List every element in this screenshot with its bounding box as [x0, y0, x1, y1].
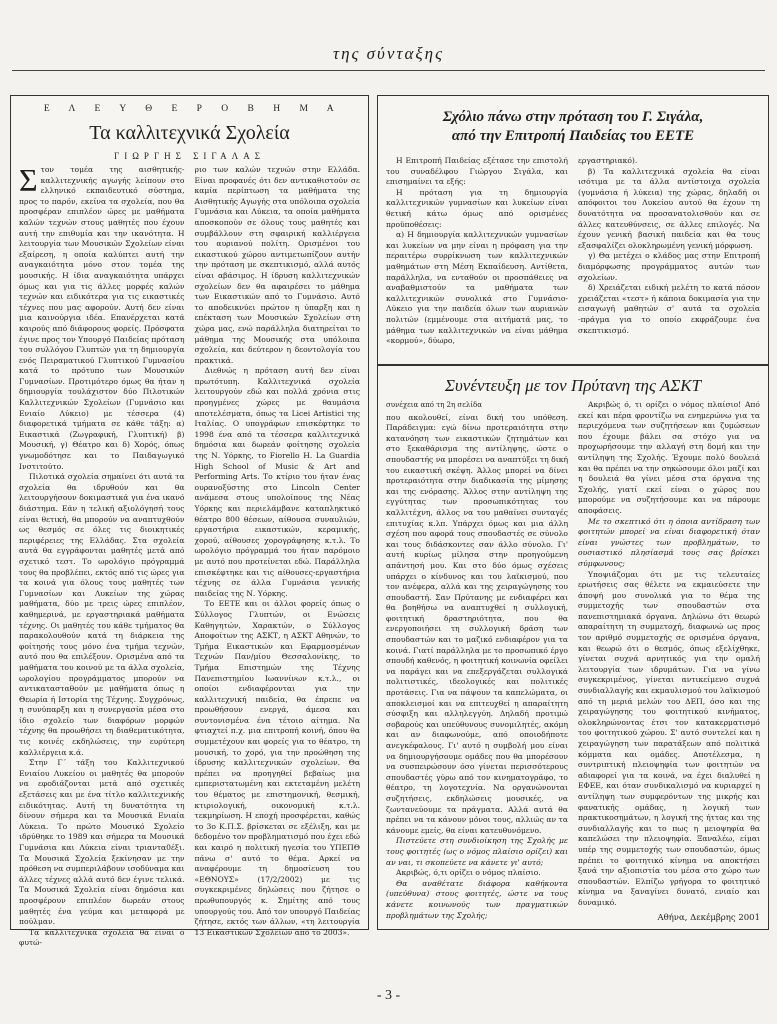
drop-cap: Σ — [19, 162, 38, 198]
left-article-column-2 — [195, 165, 361, 949]
comment-column-1 — [386, 156, 568, 347]
paragraph: β) Τα καλλιτεχνικά σχολεία θα είναι ισότιμα με τα άλλα αντίστοιχα σχολεία (γυμνάσια ή λύκεια) της χώρας, δηλαδή οι απόφοιτοι του Λυκείου αυτού θα έχουν τη δυνατότητα να προσανατολισθούν και σε άλλες κατευθύνσεις, σε άλλες επιλογές. Να έχουν γενική βασική παιδεία και θα τους εξασφαλίζει ολοκληρωμένη γενική μόρφωση. — [578, 166, 760, 250]
paragraph: εργαστηριακό). — [578, 156, 638, 165]
byline: ΓΙΩΡΓΗΣ ΣΙΓΑΛΑΣ — [114, 151, 265, 161]
question: Πιστεύετε στη συνδιοίκηση της Σχολής με τους φοιτητές (ως ο νόμος πλαίσιο ορίζει) και αν ναι, τι σκοπεύετε να κάνετε γι' αυτό; — [386, 836, 568, 867]
page-number: - 3 - — [376, 988, 401, 1003]
comment-title: Σχόλιο πάνω στην πρόταση του Γ. Σιγάλα, από την Επιτροπή Παιδείας του ΕΕΤΕ — [442, 109, 704, 144]
header-rule — [12, 70, 765, 71]
paragraph: Το ΕΕΤΕ και οι άλλοι φορείς όπως ο Σύλλογος Γλυπτών, οι Ενώσεις Καθηγητών, Χαρακτών, ο Σύλλογος Αποφοίτων της ΑΣΚΤ, η ΑΣΚΤ Αθηνών, το Τμήμα Εικαστικών και Εφαρμοσμένων Τεχνών Παν/μίου Θεσσαλονίκης, το Τμήμα Επιστημών της Τέχνης Πανεπιστημίου Ιωαννίνων κ.τ.λ., οι οποίοι ενδιαφέρονται για την καλλιτεχνική παιδεία, θα έπρεπε να προωθήσουν ενεργά, άμεσα και συντονισμένα ένα τέτοιο αίτημα. Να φτιαχτεί π.χ. μια επιτροπή κοινή, όπου θα συμμετέχουν και φορείς για το θέατρο, τη μουσική, το χορό, για την προώθηση της ίδρυσης καλλιτεχνικών σχολείων. Θα πρέπει να προηγηθεί βεβαίως μια εμπεριστατωμένη και εκτεταμένη μελέτη του θέματος με επιστημονική, θεσμική, κτιριολογική, οικονομική κ.τ.λ. τεκμηρίωση. Η εποχή προσφέρεται, καθώς το 3ο Κ.Π.Σ. βρίσκεται σε εξέλιξη, και με δεδομένο τον προβληματισμό που έχει εδώ και καιρό η πολιτική ηγεσία του ΥΠΕΠΘ πάνω σ' αυτό το θέμα. Αρκεί να αναφέρουμε τη δημοσίευση του «ΕΘΝΟΥΣ» (17/2/2002) με τις συγκεκριμένες δηλώσεις που ζήτησε ο πρωθυπουργός κ. Σημίτης από τους υπουργούς του. Από τον υπουργό Παιδείας ζήτησε, εκτός των άλλων, «τη λειτουργία 13 Εικαστικών Σχολείων από το 2003». — [194, 599, 361, 937]
running-head: της σύνταξης — [332, 44, 445, 63]
interview-column-1 — [386, 400, 568, 923]
answer: Υποψιάζομαι ότι με τις τελευταίες ερωτήσεις σας θέλετε να εκμαιεύσετε την άποψή μου συνολικά για το θέμα της συμμετοχής των σπουδαστών στα πανεπιστημιακά όργανα. Δηλώνω ότι θεωρώ απαραίτητη τη συμμετοχή, διαφωνώ ως προς τον αριθμό συμμετοχής σε ορισμένα όργανα, και θεωρώ ότι ο θεσμός, όπως εξελίχθηκε, γίνεται συχνά αρνητικός για την ομαλή λειτουργία των ιδρυμάτων. Για να γίνω συγκεκριμένος, γίνεται αντικείμενο συχνά συνδιαλλαγής και εκμαυλισμού του λαϊκισμού από τη μεριά μελών του ΔΕΠ, όσο και της χειραγώγησης του φοιτητικού κινήματος, ολοκληρώνοντας έτσι τον κατακερματισμό του φοιτητικού χώρου. Σ' αυτό συντελεί και η χειραγώγηση των παρατάξεων από πολιτικά κόμματα και ομάδες. Αποτέλεσμα, η συντριπτική πλειοψηφία των φοιτητών να αδιαφορεί για τα κοινά, να έχει διαλυθεί η ΕΦΕΕ, και όταν συνδικαλισμό να κυριαρχεί η αντίληψη των συμφερόντων της μικρής και φανατικής ομάδας, η λογική των πρακτικοσημάτων, η λογική της ήττας και της συνδιαλλαγής και το πως η μειοψηφία θα καπελώσει την πλειοψηφία. Ξαναλέω, είμαι υπέρ της συμμετοχής των σπουδαστών, όμως πρέπει το φοιτητικό κίνημα να αποκτήσει ξανά την αξιοπιστία του μέσα στο χώρο των σπουδαστών. Ελπίζω γρήγορα το φοιτητικό κίνημα να ξαναγίνει δυνατό, ενιαίο και δυναμικό. — [578, 569, 760, 907]
paragraph: δ) Χρειάζεται ειδική μελέτη το κατά πόσον χρειάζεται «τεστ» ή κάποια δοκιμασία για την εισαγωγή μαθητών σ' αυτά τα σχολεία -πράγμα για το οποίο εκφράζουμε ένα σκεπτικισμό. — [578, 283, 760, 335]
paragraph: Τα καλλιτεχνικά σχολεία θα είναι ο φυτώ- — [19, 927, 185, 948]
signoff: Αθήνα, Δεκέμβρης 2001 — [657, 912, 760, 923]
paragraph: Στον τομέα της αισθητικής-καλλιτεχνικής αγωγής λείπουν στο ελληνικό εκπαιδευτικό σύστημα, προς το παρόν, εκείνα τα σχολεία, που θα προσφέραν επιπλέον ώρες με μαθήματα καλών τεχνών στους μαθητές που έχουν αυτή την επιθυμία και την ικανότητα. Η λειτουργία των Μουσικών Σχολείων είναι εξαίρεση, η οποία καλύπτει αυτή την αναγκαιότητα μόνο στον τομέα της μουσικής. Η ίδια αναγκαιότητα υπάρχει όμως και για τις άλλες μορφές καλών τεχνών και ειδικότερα για τις εικαστικές τέχνες που μας αφορούν. Αυτή δεν είναι μια καινούργια ιδέα. Επανέρχεται κατά καιρούς από διάφορους φορείς. Πρόσφατα έγινε προς τον Υπουργό Παιδείας πρόταση του συλλόγου Γλυπτών για τη δημιουργία ενός Πειραματικού Γλυπτικού Γυμνασίου κατά το πρότυπο των Μουσικών Γυμνασίων. Προτιμότερο όμως θα ήταν η δημιουργία τουλάχιστον δύο Πιλοτικών Καλλιτεχνικών Σχολείων (Γυμνάσιο και Ενιαίο Λύκειο) με τέσσερα (4) διαφορετικά τμήματα σε κάθε τάξη: α) Εικαστικά (Ζωγραφική, Γλυπτική) β) Μουσική, γ) Θέατρο και δ) Χορός, όπως γνωμοδότησε και το Παιδαγωγικό Ινστιτούτο. — [19, 162, 185, 471]
interview-title: Συνέντευξη με τον Πρύτανη της ΑΣΚΤ — [444, 376, 702, 395]
paragraph: Η Επιτροπή Παιδείας εξέτασε την επιστολή του συναδέλφου Γιώργου Σιγάλα, και επισημαίνει τα εξής: — [386, 156, 568, 187]
paragraph: Διεθνώς η πρόταση αυτή δεν είναι πρωτότυπη. Καλλιτεχνικά σχολεία λειτουργούν εδώ και πολλά χρόνια στις προηγμένες χώρες με θαυμάσια αποτελέσματα, όπως τα Licei Artistici της Ιταλίας. Ο υπογράφων επισκέφτηκε το 1998 ένα από τα τέσσερα καλλιτεχνικά δημόσια και δωρεάν φοίτησης σχολεία της Ν. Υόρκης, το Fiorello H. La Guardia High School of Music & Art and Performing Arts. Το κτίριο του ήταν ένας ουρανοξύστης στο Lincoln Center ανάμεσα στους υπολοίπους της Νέας Υόρκης και περιελάμβανε καταπληκτικό θέατρο 800 θέσεων, αίθουσα συναυλιών, εργαστήρια εικαστικών, κεραμικής, χορού, αίθουσες χορογράφησης κ.τ.λ. Το ωρολόγιο πρόγραμμά του ήταν παρόμοιο με αυτό που προτείνεται εδώ. Παράλληλα επισκέφτηκε και τις αίθουσες-εργαστήρια τέχνης σε άλλα Γυμνάσια γενικής παιδείας της Ν. Υόρκης. — [194, 366, 360, 598]
interview-columns — [386, 400, 760, 923]
paragraph: Στην Γ΄ τάξη του Καλλιτεχνικού Ενιαίου Λυκείου οι μαθητές θα μπορούν να εφοδιάζονται μετά από σχετικές εξετάσεις και με ένα τίτλο καλλιτεχνικής ειδικότητας. Αυτή τη δυνατότητα τη δίνουν σήμερα και τα Μουσικά Ενιαία Λύκεια. Το πρώτο Μουσικό Σχολείο ιδρύθηκε το 1989 και σήμερα τα Μουσικά Γυμνάσια και Λύκεια είναι τριαντα0έξι. Τα Μουσικά Σχολεία ξεκίνησαν με την πρόθεση να συμπεριλάβουν ισοδύναμα και άλλες τέχνες αλλά αυτό δεν έγινε τελικά. Τα Μουσικά Σχολεία είναι δημόσια και προσφέρουν επιπλέον δωρεάν στους μαθητές ένα γεύμα και μεταφορά με πούλμαν. — [19, 758, 185, 927]
question: Θα αναθέτατε διάφορα καθήκοντα (υπεύθυνα) στους φοιτητές, ώστε να τους κάνετε κοινωνούς των πραγματικών προβλημάτων της Σχολής; — [386, 878, 568, 920]
comment-box — [377, 95, 769, 365]
comment-column-2 — [578, 156, 760, 347]
comment-columns — [386, 156, 760, 347]
question: Με το σκεπτικό ότι η όποια αντίδραση των φοιτητών μπορεί να είναι διαφορετική όταν είναι γνώστες των προβλημάτων, το ουσιαστικό πλησίασμά τους σας βρίσκει σύμφωνους; — [578, 516, 760, 568]
paragraph: α) Η δημιουργία καλλιτεχνικών γυμνασίων και λυκείων να μην είναι η πρόφαση για την περαιτέρω συρρίκνωση των καλλιτεχνικών μαθημάτων στη Μέση Εκπαίδευση. Αντίθετα, παράλληλα, να ενταθούν οι προσπάθειες να αναβαθμιστούν τα μαθήματα των καλλιτεχνικών συνολικά στο Γυμνάσιο-Λύκειο για την παιδεία όλων των αυριανών πολιτών (εμμένουμε στα αιτήματά μας, το μάθημα των καλλιτεχνικών να είναι μάθημα «κορμού», δύωρο, — [386, 230, 568, 346]
continued-note: συνέχεια από τη 2η σελίδα — [386, 401, 482, 409]
answer: Ακριβώς, ό,τι ορίζει ο νόμος πλαίσιο. — [396, 868, 541, 878]
left-article-box — [10, 95, 369, 948]
paragraph: που ακολουθεί, είναι δική του υπόθεση. Παράδειγμα: εγώ δίνω προτεραιότητα στην κατανόηση των εικαστικών ζητημάτων και στο ξεκαθάρισμα της αντίληψης, ώστε ο σπουδαστής να μπορέσει να αναπτύξει τη δική του εικαστική σκέψη. Άλλος μπορεί να δίνει προτεραιότητα στην διαδικασία της μίμησης και της ενόρασης. Άλλος στην αντίληψη της εγγύτητας των προσωπικότητας του καλλιτέχνη, άλλος να του μαθαίνει συνταγές επιτυχίας κ.λπ. Υπάρχει όμως και μια άλλη σχέση που αφορά τους σπουδαστές σε σύνολο και τους διδάσκοντες σαν άλλο σύνολο. Γι' αυτή κυρίως μίλησα στην προηγούμενη απάντησή μου. Και στο δύο όμως σχέσεις υπάρχει ο κίνδυνος και του λαϊκισμού, που τον ανέφερα, αλλά και της χειραγώγησης του σπουδαστή. Σαν Πρύτανης με ενδιαφέρει και θα βοηθήσω να αναπτυχθεί η συλλογική, φοιτητική δραστηριότητα, που θα ενεργοποιήσει τη συλλογική δράση των σπουδαστών και το μαζικό ενδιαφέρον για τα κοινά. Γιατί παράλληλα με το προσωπικό έργο σπουδή καθενός, η φοιτητική κοινωνία οφείλει να παράγει και να επεξεργάζεται συλλογικά πολιτιστικές, ιδεολογικές και πολιτικές προτάσεις. Για να πάψουν τα καπελώματα, οι αποκλεισμοί και να επιτευχθεί η απαραίτητη σύσφιξη και αλληλεγγύη. Δηλαδή προτιμώ σοβαρούς και υπεύθυνους συνομιλητές, ακόμη και αν διαφωνούμε, από οποιοδήποτε ανεγκέφαλους. Γι' αυτό η συμβολή μου είναι να δημιουργήσουμε ομάδες που θα μπορέσουν να συσπειρώσουν όσο γίνεται περισσότερους σπουδαστές γύρω από τον κινηματογράφο, το θέατρο, τη λογοτεχνία. Να οργανώνονται συζητήσεις, εκδηλώσεις μουσικές, να ζωντανεύουμε τα πράγματα. Αλλά αυτά θα πρέπει να τα κάνουν μόνοι τους, αλλιώς αν τα κάνουμε εμείς, θα είναι κατευθυνόμενο. — [386, 412, 568, 835]
paragraph: Η πρόταση για τη δημιουργία καλλιτεχνικών γυμνασίων και λυκείων είναι θετική κάτω όμως από ορισμένες προϋποθέσεις: — [386, 187, 568, 229]
interview-box — [377, 365, 769, 930]
section-kicker: Ε Λ Ε Υ Θ Ε Ρ Ο Β Η Μ Α — [43, 104, 336, 114]
paragraph: ριο των καλών τεχνών στην Ελλάδα. Είναι προφανές ότι δεν αντικαθιστούν σε καμία περίπτωση τα μαθήματα της Αισθητικής Αγωγής στα υπόλοιπα σχολεία Γυμνάσια και Λύκεια, τα οποία μαθήματα αποσκοπούν σε όλους τους μαθητές και συμβάλλουν στη σφαιρική καλλιέργεια του αυριανού πολίτη. Ορισμένοι του εικαστικού χώρου αντιμετωπίζουν αυτήν την πρόταση με σκεπτικισμό, αλλά αυτός είναι αβάσιμος. Η ίδρυση καλλιτεχνικών σχολείων δεν θα αφαιρέσει το μάθημα των Εικαστικών από το Γυμνάσιο. Αυτό το αποδεικνύει πρώτον η ύπαρξη και η επέκταση των Μουσικών Σχολείων στη χώρα μας, ενώ παράλληλα διατηρείται το μάθημα της Μουσικής στα υπόλοιπα σχολεία, και δεύτερον η δεοντολογία του πρακτικά. — [194, 165, 360, 365]
paragraph: Πιλοτικά σχολεία σημαίνει ότι αυτά τα σχολεία θα ιδρυθούν και θα λειτουργήσουν δοκιμαστικά για ένα ικανό διάστημα. Εάν η τελική αξιολόγησή τους είναι θετική, θα μπορούν να αναπτυχθούν ως θεσμός σε όλες τις διοικητικές περιφέρειες της Ελλάδας. Στα σχολεία αυτά θα εγγράφονται μαθητές μετά από σχετικό τεστ. Το ωρολόγιο πρόγραμμά τους θα προβλέπει, εκτός από τις ώρες για τα κοινά για όλους τους μαθητές των Γυμνασίων και Λυκείων της χώρας μαθήματα, δύο με τρεις ώρες επιπλέον, καθημερινά, με εργαστηριακά μαθήματα τέχνης. Οι μαθητές του κάθε τμήματος θα παρακολουθούν κατά τη διάρκεια της φοίτησής τους μόνο ένα τμήμα τεχνών, αυτό που θα επιλέξουν. Ορισμένα από τα μαθήματα του κοινού με τα άλλα σχολεία, ωρολογίου προγράμματος μπορούν να αντικατασταθούν με μαθήματα όπως η Θεωρία ή Ιστορία της Τέχνης. Συγχρόνως, η συνύπαρξη και η συνεργασία μέσα στο ίδιο σχολείο των διαφόρων μορφών τέχνης θα προωθήσει τη διαθεματικότητα, τις κοινές εκδηλώσεις, την ευρύτερη καλλιέργεια κ.ά. — [19, 472, 185, 757]
interview-column-2 — [578, 400, 760, 923]
left-article-column-1 — [19, 162, 185, 949]
paragraph: γ) Θα μετέχει ο κλάδος μας στην Επιτροπή διαμόρφωσης προγράμματος αυτών των σχολείων. — [578, 251, 760, 282]
article-title: Τα καλλιτεχνικά Σχολεία — [89, 122, 290, 144]
left-article-columns — [19, 162, 361, 949]
answer: Ακριβώς ό, τι ορίζει ο νόμος πλαίσιο! Από εκεί και πέρα φροντίζω να ενημερώνω για τα περιεχόμενα των συζητήσεων και ζυμώσεων που έχουμε βάλει σα στόχο για να προχωρήσουμε την αλλαγή στη δομή και την αντίληψη της Σχολής. Έχουμε πολύ δουλειά και θα πρέπει να την σηκώσουμε όλοι μαζί και η δουλειά θα γίνει μέσα στα όργανα της Σχολής, γιατί εκεί είναι ο χώρος που μπορούμε να συζητήσουμε και να πάρουμε αποφάσεις. — [578, 400, 760, 515]
